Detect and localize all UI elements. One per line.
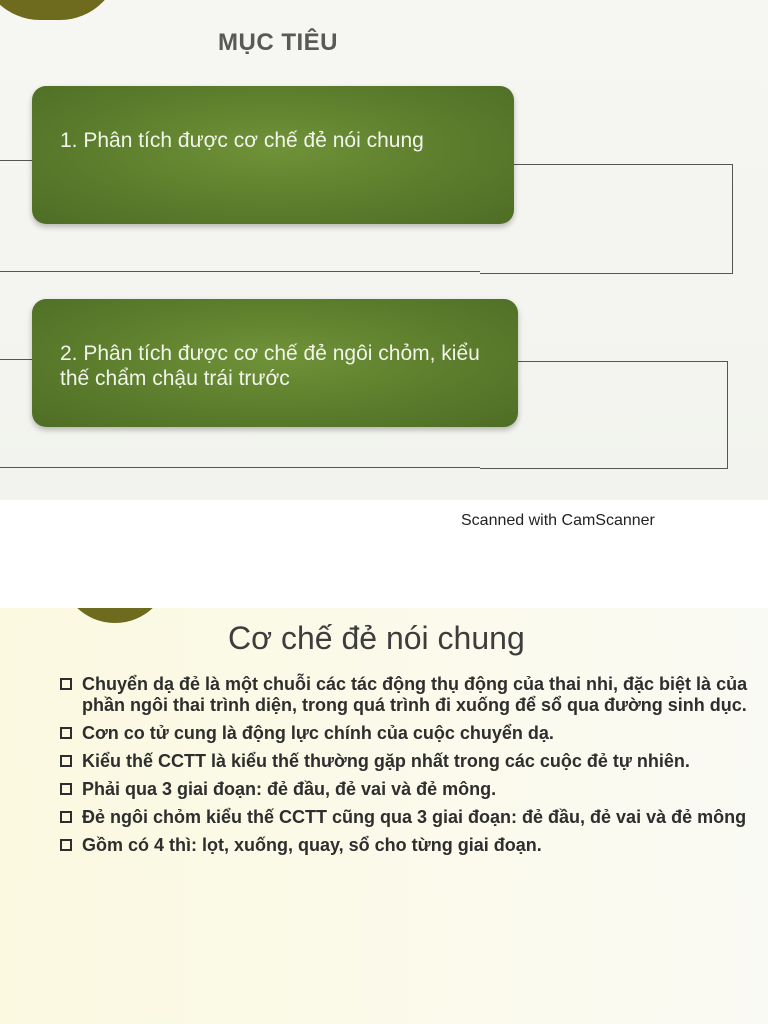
objective-box-1 — [32, 86, 514, 224]
objective-text: 2. Phân tích được cơ chế đẻ ngôi chỏm, kiểu thế chẩm chậu trái trước — [60, 342, 480, 390]
checkbox-bullet-icon — [60, 727, 72, 739]
list-item — [58, 674, 758, 716]
bullet-text: Kiểu thế CCTT là kiểu thế thường gặp nhất trong các cuộc đẻ tự nhiên. — [82, 751, 690, 771]
checkbox-bullet-icon — [60, 811, 72, 823]
slide-objectives — [0, 0, 768, 500]
list-item — [58, 751, 758, 772]
list-item — [58, 723, 758, 744]
bullet-text: Đẻ ngôi chỏm kiểu thế CCTT cũng qua 3 giai đoạn: đẻ đầu, đẻ vai và đẻ mông — [82, 807, 747, 827]
checkbox-bullet-icon — [60, 678, 72, 690]
scanner-watermark: Scanned with CamScanner — [461, 512, 655, 529]
objective-box-2 — [32, 299, 518, 427]
bullet-text: Cơn co tử cung là động lực chính của cuộc chuyển dạ. — [82, 723, 554, 743]
slide-title: MỤC TIÊU — [218, 29, 338, 56]
bullet-text: Phải qua 3 giai đoạn: đẻ đầu, đẻ vai và đẻ mông. — [82, 779, 497, 799]
checkbox-bullet-icon — [60, 839, 72, 851]
objective-frame — [480, 164, 733, 274]
list-item — [58, 779, 758, 800]
bullet-text: Chuyển dạ đẻ là một chuỗi các tác động thụ động của thai nhi, đặc biệt là của phần ngôi thai trình diện, trong quá trình đi xuống để sổ qua đường sinh dục. — [82, 674, 748, 715]
objective-text: 1. Phân tích được cơ chế đẻ nói chung — [60, 129, 424, 152]
frame-line — [0, 467, 480, 468]
bullet-list — [58, 674, 758, 863]
slide-title: Cơ chế đẻ nói chung — [228, 620, 525, 656]
list-item — [58, 807, 758, 828]
list-item — [58, 835, 758, 856]
slide-mechanism — [0, 608, 768, 1024]
frame-line — [0, 271, 480, 272]
checkbox-bullet-icon — [60, 755, 72, 767]
bullet-text: Gồm có 4 thì: lọt, xuống, quay, sổ cho từng giai đoạn. — [82, 835, 542, 855]
decorative-arc — [60, 608, 170, 623]
decorative-arc — [0, 0, 120, 20]
checkbox-bullet-icon — [60, 783, 72, 795]
